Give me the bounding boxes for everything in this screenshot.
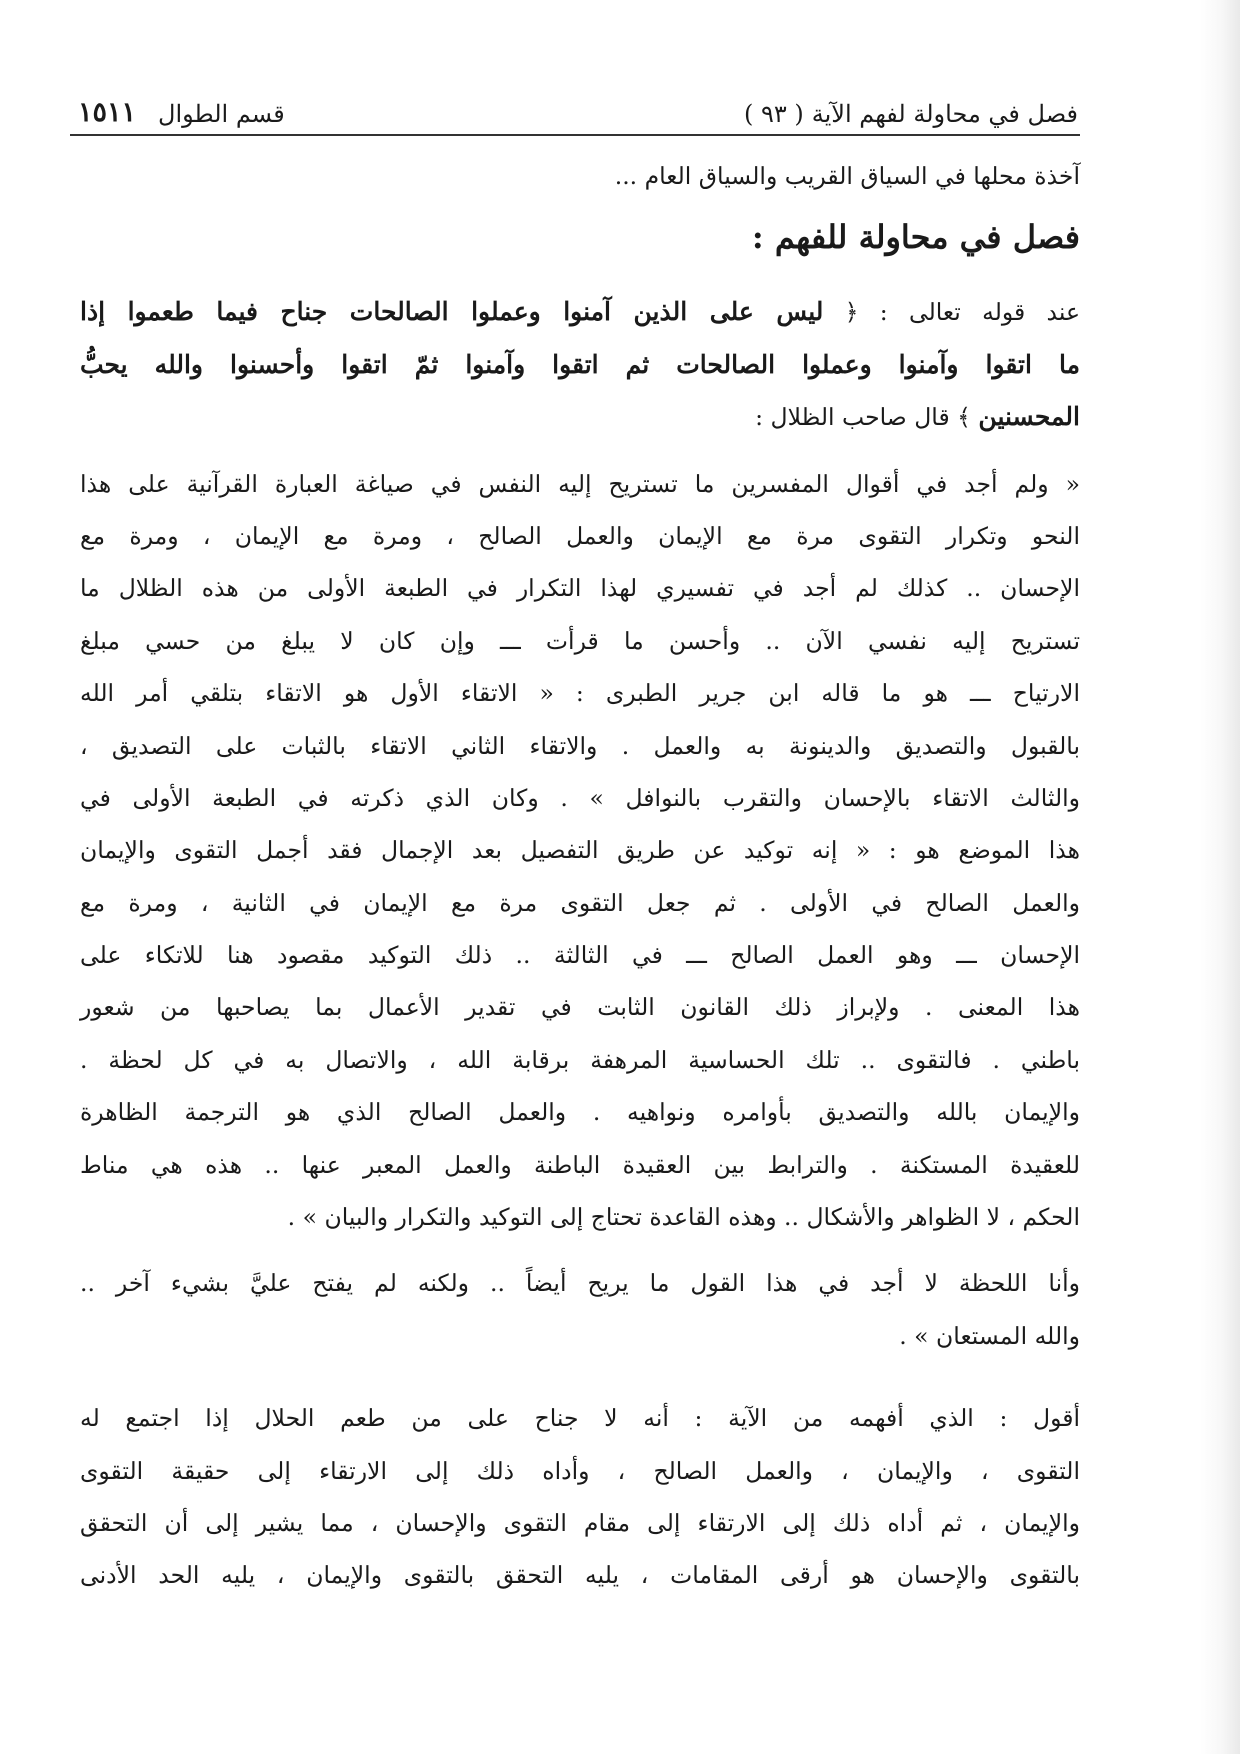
verse-text-1: ليس على الذين آمنوا وعملوا الصالحات جناح فيما طعموا إذا <box>80 297 824 327</box>
quote-line: الارتياح ـــ هو ما قاله ابن جرير الطبرى : « الاتقاء الأول هو الاتقاء بتلقي أمر الله <box>80 679 1080 708</box>
quote-closing <box>80 1257 1080 1362</box>
page-header <box>78 78 1078 128</box>
verse-line-2: ما اتقوا وآمنوا وعملوا الصالحات ثم اتقوا وآمنوا ثمّ اتقوا وأحسنوا والله يحبُّ <box>80 349 1080 379</box>
page-body <box>80 150 1080 1602</box>
quote-line: الإحسان ـــ وهو العمل الصالح ـــ في الثالثة .. ذلك التوكيد مقصود هنا للاتكاء على <box>80 941 1080 970</box>
author-paragraph <box>80 1392 1080 1602</box>
part-title: قسم الطوال <box>158 100 285 128</box>
quote-line: والثالث الاتقاء بالإحسان والتقرب بالنوافل » . وكان الذي ذكرته في الطبعة الأولى في <box>80 783 1080 812</box>
quotation-block <box>80 458 1080 1244</box>
quote-line: هذا الموضع هو : « إنه توكيد عن طريق التفصيل بعد الإجمال فقد أجمل التقوى والإيمان <box>80 836 1080 865</box>
paragraph-line: والإيمان ، ثم أداه ذلك إلى الارتقاء إلى مقام التقوى والإحسان ، مما يشير إلى أن التحقق <box>80 1508 1080 1537</box>
quote-line: بالقبول والتصديق والدينونة به والعمل . والاتقاء الثاني الاتقاء بالثبات على التصديق ، <box>80 731 1080 760</box>
intro-line: آخذة محلها في السياق القريب والسياق العام ... <box>614 162 1080 190</box>
page-number: ١٥١١ <box>78 97 137 128</box>
quote-line: الإحسان .. كذلك لم أجد في تفسيري لهذا التكرار في الطبعة الأولى من هذه الظلال ما <box>80 574 1080 603</box>
quote-line: « ولم أجد في أقوال المفسرين ما تستريح إليه النفس في صياغة العبارة القرآنية على هذا <box>80 469 1080 498</box>
section-title: فصل في محاولة لفهم الآية <box>811 100 1078 128</box>
quote-closing-line: والله المستعان » . <box>899 1321 1080 1350</box>
quote-line: والعمل الصالح في الأولى . ثم جعل التقوى مرة مع الإيمان في الثانية ، ومرة مع <box>80 888 1080 917</box>
verse-prefix: عند قوله تعالى : ﴿ <box>844 298 1080 327</box>
quote-line: تستريح إليه نفسي الآن .. وأحسن ما قرأت ـــ وإن كان لا يبلغ من حسي مبلغ <box>80 626 1080 655</box>
section-heading: فصل في محاولة للفهم : <box>751 218 1080 257</box>
quote-line: الحكم ، لا الظواهر والأشكال .. وهذه القاعدة تحتاج إلى التوكيد والتكرار والبيان » . <box>287 1203 1080 1232</box>
quote-line: والإيمان بالله والتصديق بأوامره ونواهيه . والعمل الصالح الذي هو الترجمة الظاهرة <box>80 1098 1080 1127</box>
part-and-page <box>78 97 285 128</box>
verse-reference: ( ٩٣ ) <box>743 100 804 128</box>
header-rule <box>70 134 1080 136</box>
quote-closing-line: وأنا اللحظة لا أجد في هذا القول ما يريح أيضاً .. ولكنه لم يفتح عليَّ بشيء آخر .. <box>80 1269 1080 1298</box>
quote-line: باطني . فالتقوى .. تلك الحساسية المرهفة برقابة الله ، والاتصال به في كل لحظة . <box>80 1045 1080 1074</box>
running-title <box>744 100 1078 128</box>
verse-line-1 <box>80 286 1080 338</box>
paragraph-line: أقول : الذي أفهمه من الآية : أنه لا جناح على من طعم الحلال إذا اجتمع له <box>80 1404 1080 1433</box>
paragraph-line: بالتقوى والإحسان هو أرقى المقامات ، يليه التحقق بالتقوى والإيمان ، يليه الحد الأدنى <box>80 1561 1080 1590</box>
verse-attribution: ﴾ قال صاحب الظلال : <box>755 403 971 432</box>
verse-text-3: المحسنين <box>978 402 1080 432</box>
quote-line: هذا المعنى . ولإبراز ذلك القانون الثابت في تقدير الأعمال بما يصاحبها من شعور <box>80 993 1080 1022</box>
verse-line-3 <box>80 391 1080 443</box>
quote-line: للعقيدة المستكنة . والترابط بين العقيدة الباطنة والعمل المعبر عنها .. هذه هي مناط <box>80 1150 1080 1179</box>
quote-line: النحو وتكرار التقوى مرة مع الإيمان والعمل الصالح ، ومرة مع الإيمان ، ومرة مع <box>80 521 1080 550</box>
paragraph-line: التقوى ، والإيمان ، والعمل الصالح ، وأداه ذلك إلى الارتقاء إلى حقيقة التقوى <box>80 1456 1080 1485</box>
